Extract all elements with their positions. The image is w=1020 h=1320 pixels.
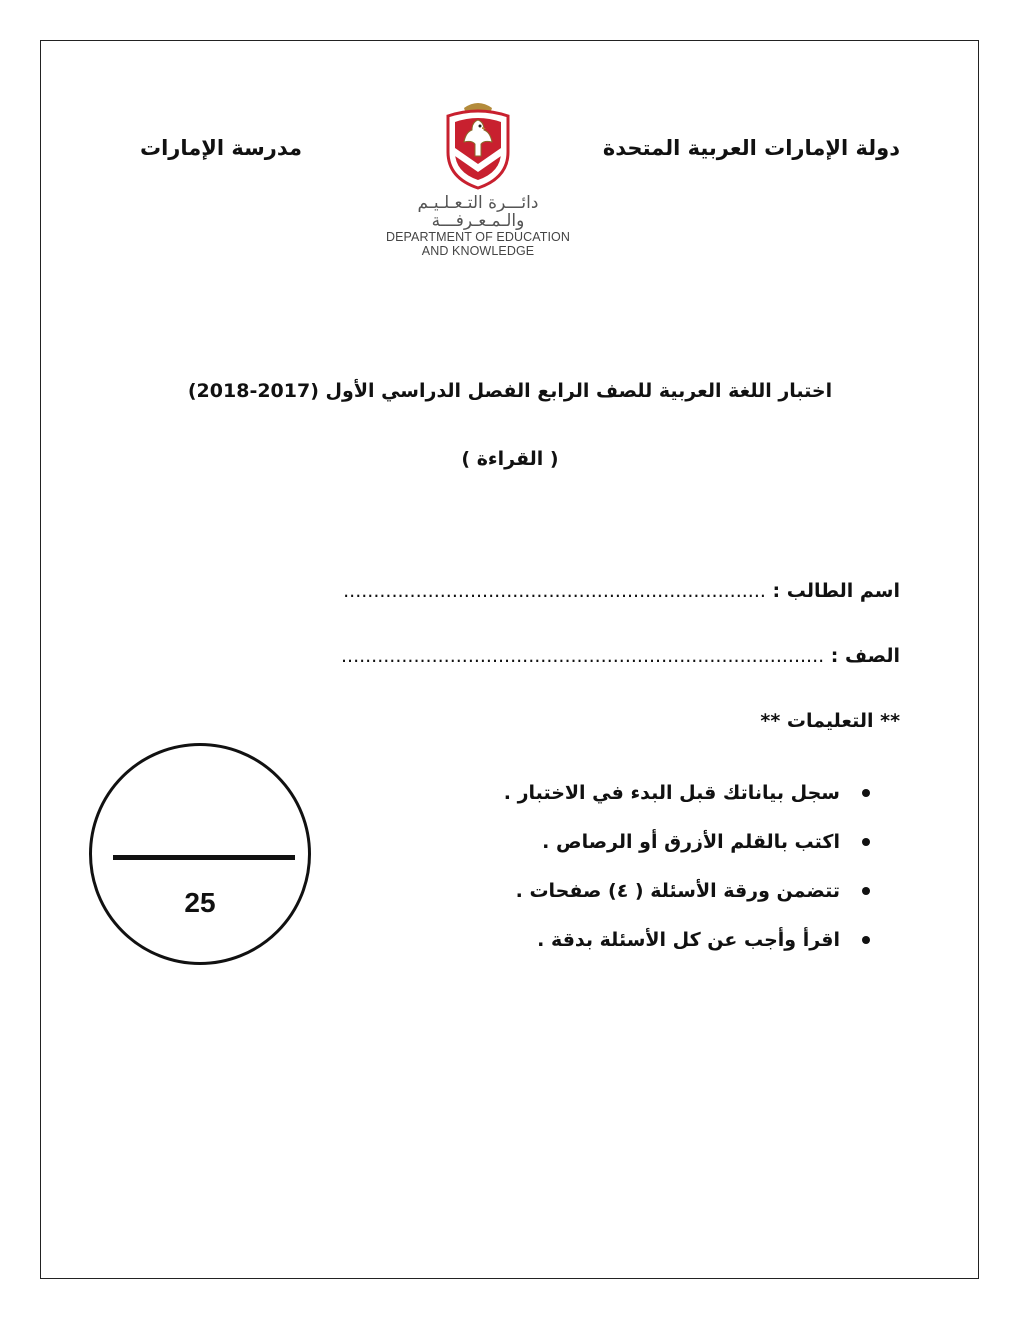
department-logo [372, 98, 584, 258]
bullet-icon [862, 789, 870, 797]
instruction-text: اكتب بالقلم الأزرق أو الرصاص . [542, 830, 840, 853]
student-name-dots: ...................................................................... [343, 580, 766, 602]
list-item [504, 817, 870, 866]
student-name-label: اسم الطالب : [772, 580, 900, 602]
falcon-emblem-icon [442, 98, 514, 190]
country-name: دولة الإمارات العربية المتحدة [602, 136, 900, 160]
logo-arabic-name: دائـــرة التـعـلـيـم والـمـعـرفـــة [417, 193, 539, 231]
grade-field[interactable] [341, 645, 900, 667]
logo-english-line2: AND KNOWLEDGE [421, 244, 535, 258]
grade-label: الصف : [830, 645, 900, 667]
exam-title: اختبار اللغة العربية للصف الرابع الفصل الدراسي الأول (2017-2018) [187, 380, 833, 402]
logo-english-line1: DEPARTMENT OF EDUCATION [385, 230, 571, 244]
instructions-heading: ** التعليمات ** [760, 710, 900, 732]
score-blank-line [113, 855, 295, 860]
score-circle [89, 743, 311, 965]
bullet-icon [862, 838, 870, 846]
score-total: 25 [184, 887, 216, 918]
list-item [504, 866, 870, 915]
exam-section: ( القراءة ) [461, 448, 559, 470]
list-item [504, 768, 870, 817]
student-name-field[interactable] [343, 580, 900, 602]
list-item [504, 915, 870, 964]
school-name: مدرسة الإمارات [140, 136, 303, 160]
instruction-text: اقرأ وأجب عن كل الأسئلة بدقة . [537, 928, 840, 951]
instruction-text: سجل بياناتك قبل البدء في الاختبار . [503, 781, 840, 804]
instructions-list [504, 768, 870, 964]
bullet-icon [862, 887, 870, 895]
bullet-icon [862, 936, 870, 944]
instruction-text: تتضمن ورقة الأسئلة ( ٤) صفحات . [515, 879, 840, 902]
grade-dots: ................................................................................ [340, 645, 825, 667]
